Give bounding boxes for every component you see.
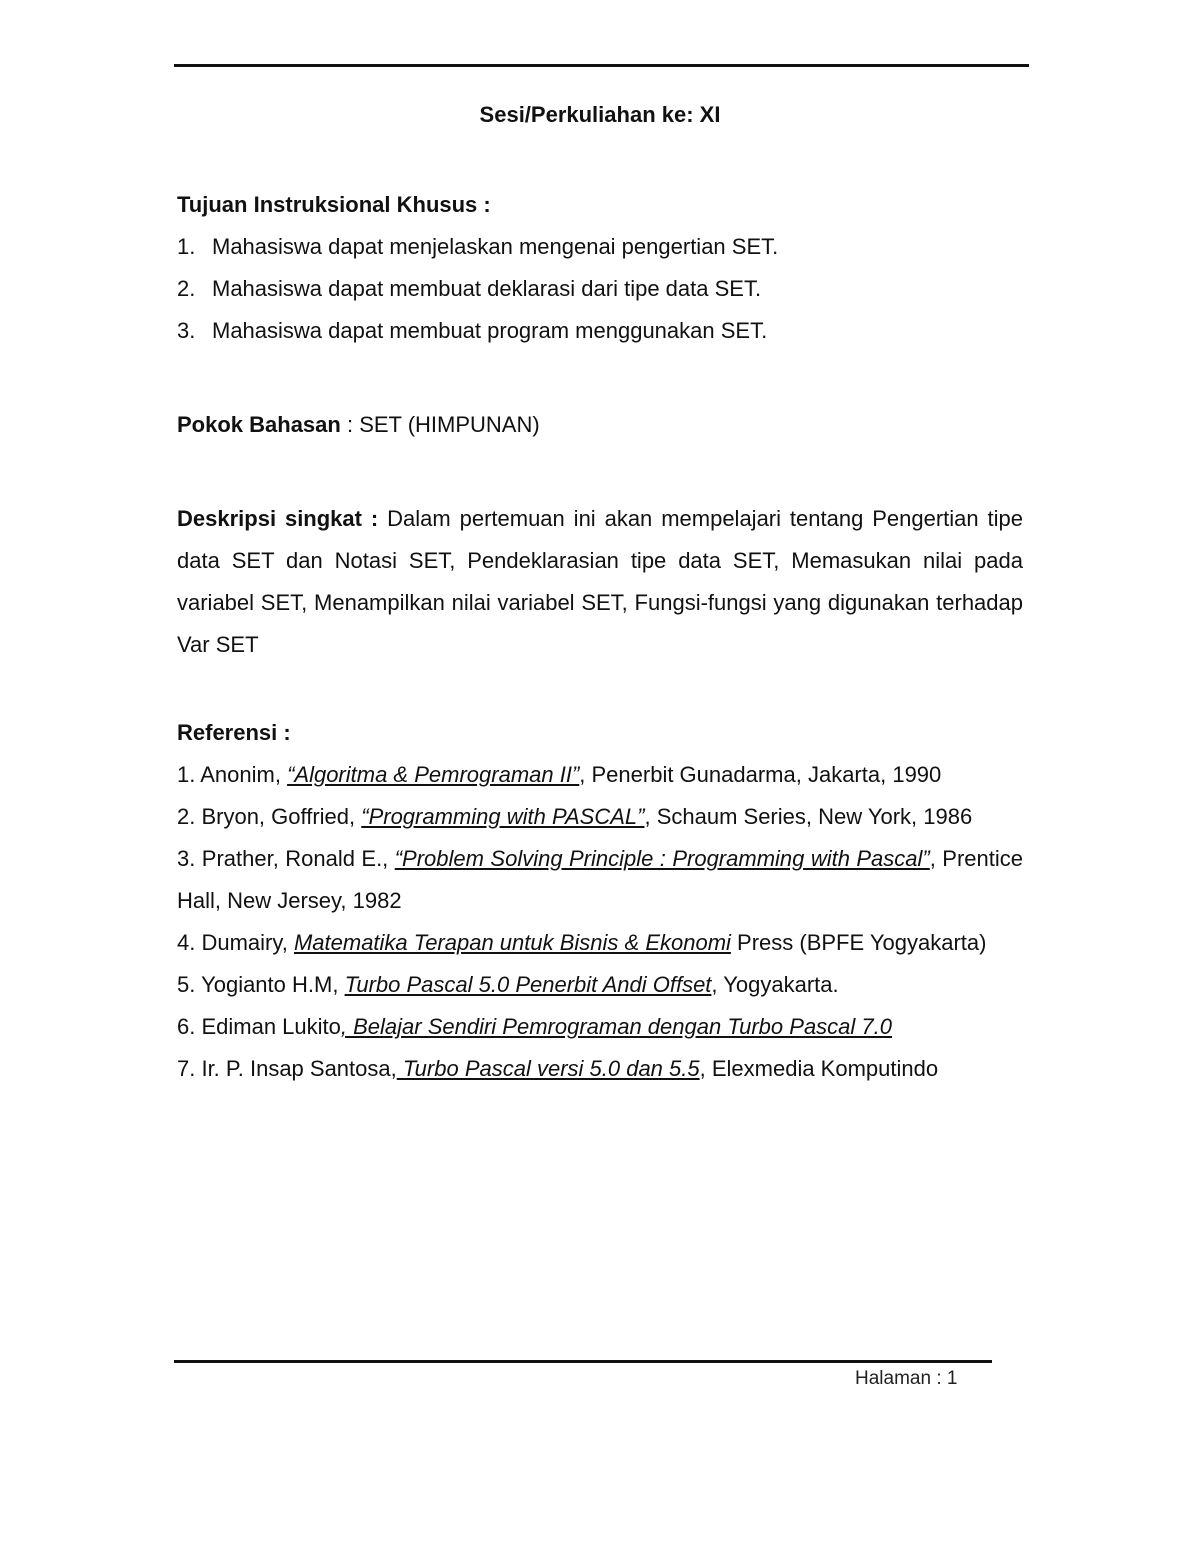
reference-item: 3. Prather, Ronald E., “Problem Solving Principle : Programming with Pascal”, Prentice Hall, New Jersey, 1982 <box>177 846 1023 913</box>
reference-item: 5. Yogianto H.M, Turbo Pascal 5.0 Penerbit Andi Offset, Yogyakarta. <box>177 972 839 997</box>
topic-value: SET (HIMPUNAN) <box>359 412 540 437</box>
description-paragraph: Deskripsi singkat : Dalam pertemuan ini akan mempelajari tentang Pengertian tipe data SET dan Notasi SET, Pendeklarasian tipe data SET, Memasukan nilai pada variabel SET, Menampilkan nilai variabel SET, Fungsi-fungsi yang digunakan terhadap Var SET <box>177 506 1024 657</box>
reference-item: 4. Dumairy, Matematika Terapan untuk Bisnis & Ekonomi Press (BPFE Yogyakarta) <box>177 930 987 955</box>
objective-item: 1. Mahasiswa dapat menjelaskan mengenai pengertian SET. <box>177 234 779 259</box>
objectives-list <box>177 226 1023 352</box>
page-content <box>177 98 1023 1090</box>
page-number: Halaman : 1 <box>855 1368 958 1389</box>
description-text: Dalam pertemuan ini akan mempelajari tentang Pengertian tipe data SET dan Notasi SET, Pendeklarasian tipe data SET, Memasukan nilai pada variabel SET, Menampilkan nilai variabel SET, Fungsi-fungsi yang digunakan terhadap Var SET <box>177 506 1024 657</box>
objective-item: 3. Mahasiswa dapat membuat program menggunakan SET. <box>177 318 768 343</box>
footer-rule <box>174 1360 992 1363</box>
topic-label: Pokok Bahasan <box>177 412 341 437</box>
objective-item: 2. Mahasiswa dapat membuat deklarasi dari tipe data SET. <box>177 276 762 301</box>
session-title: Sesi/Perkuliahan ke: XI <box>479 102 721 127</box>
reference-item: 7. Ir. P. Insap Santosa, Turbo Pascal versi 5.0 dan 5.5, Elexmedia Komputindo <box>177 1056 939 1081</box>
reference-item: 1. Anonim, “Algoritma & Pemrograman II”, Penerbit Gunadarma, Jakarta, 1990 <box>177 762 942 787</box>
header-rule <box>174 64 1029 67</box>
reference-item: 6. Ediman Lukito, Belajar Sendiri Pemrograman dengan Turbo Pascal 7.0 <box>177 1014 892 1039</box>
references-heading: Referensi : <box>177 720 291 745</box>
topic-line: Pokok Bahasan : SET (HIMPUNAN) <box>177 412 540 437</box>
description-label: Deskripsi singkat <box>177 506 362 531</box>
reference-item: 2. Bryon, Goffried, “Programming with PASCAL”, Schaum Series, New York, 1986 <box>177 804 973 829</box>
objectives-heading: Tujuan Instruksional Khusus : <box>177 192 491 217</box>
